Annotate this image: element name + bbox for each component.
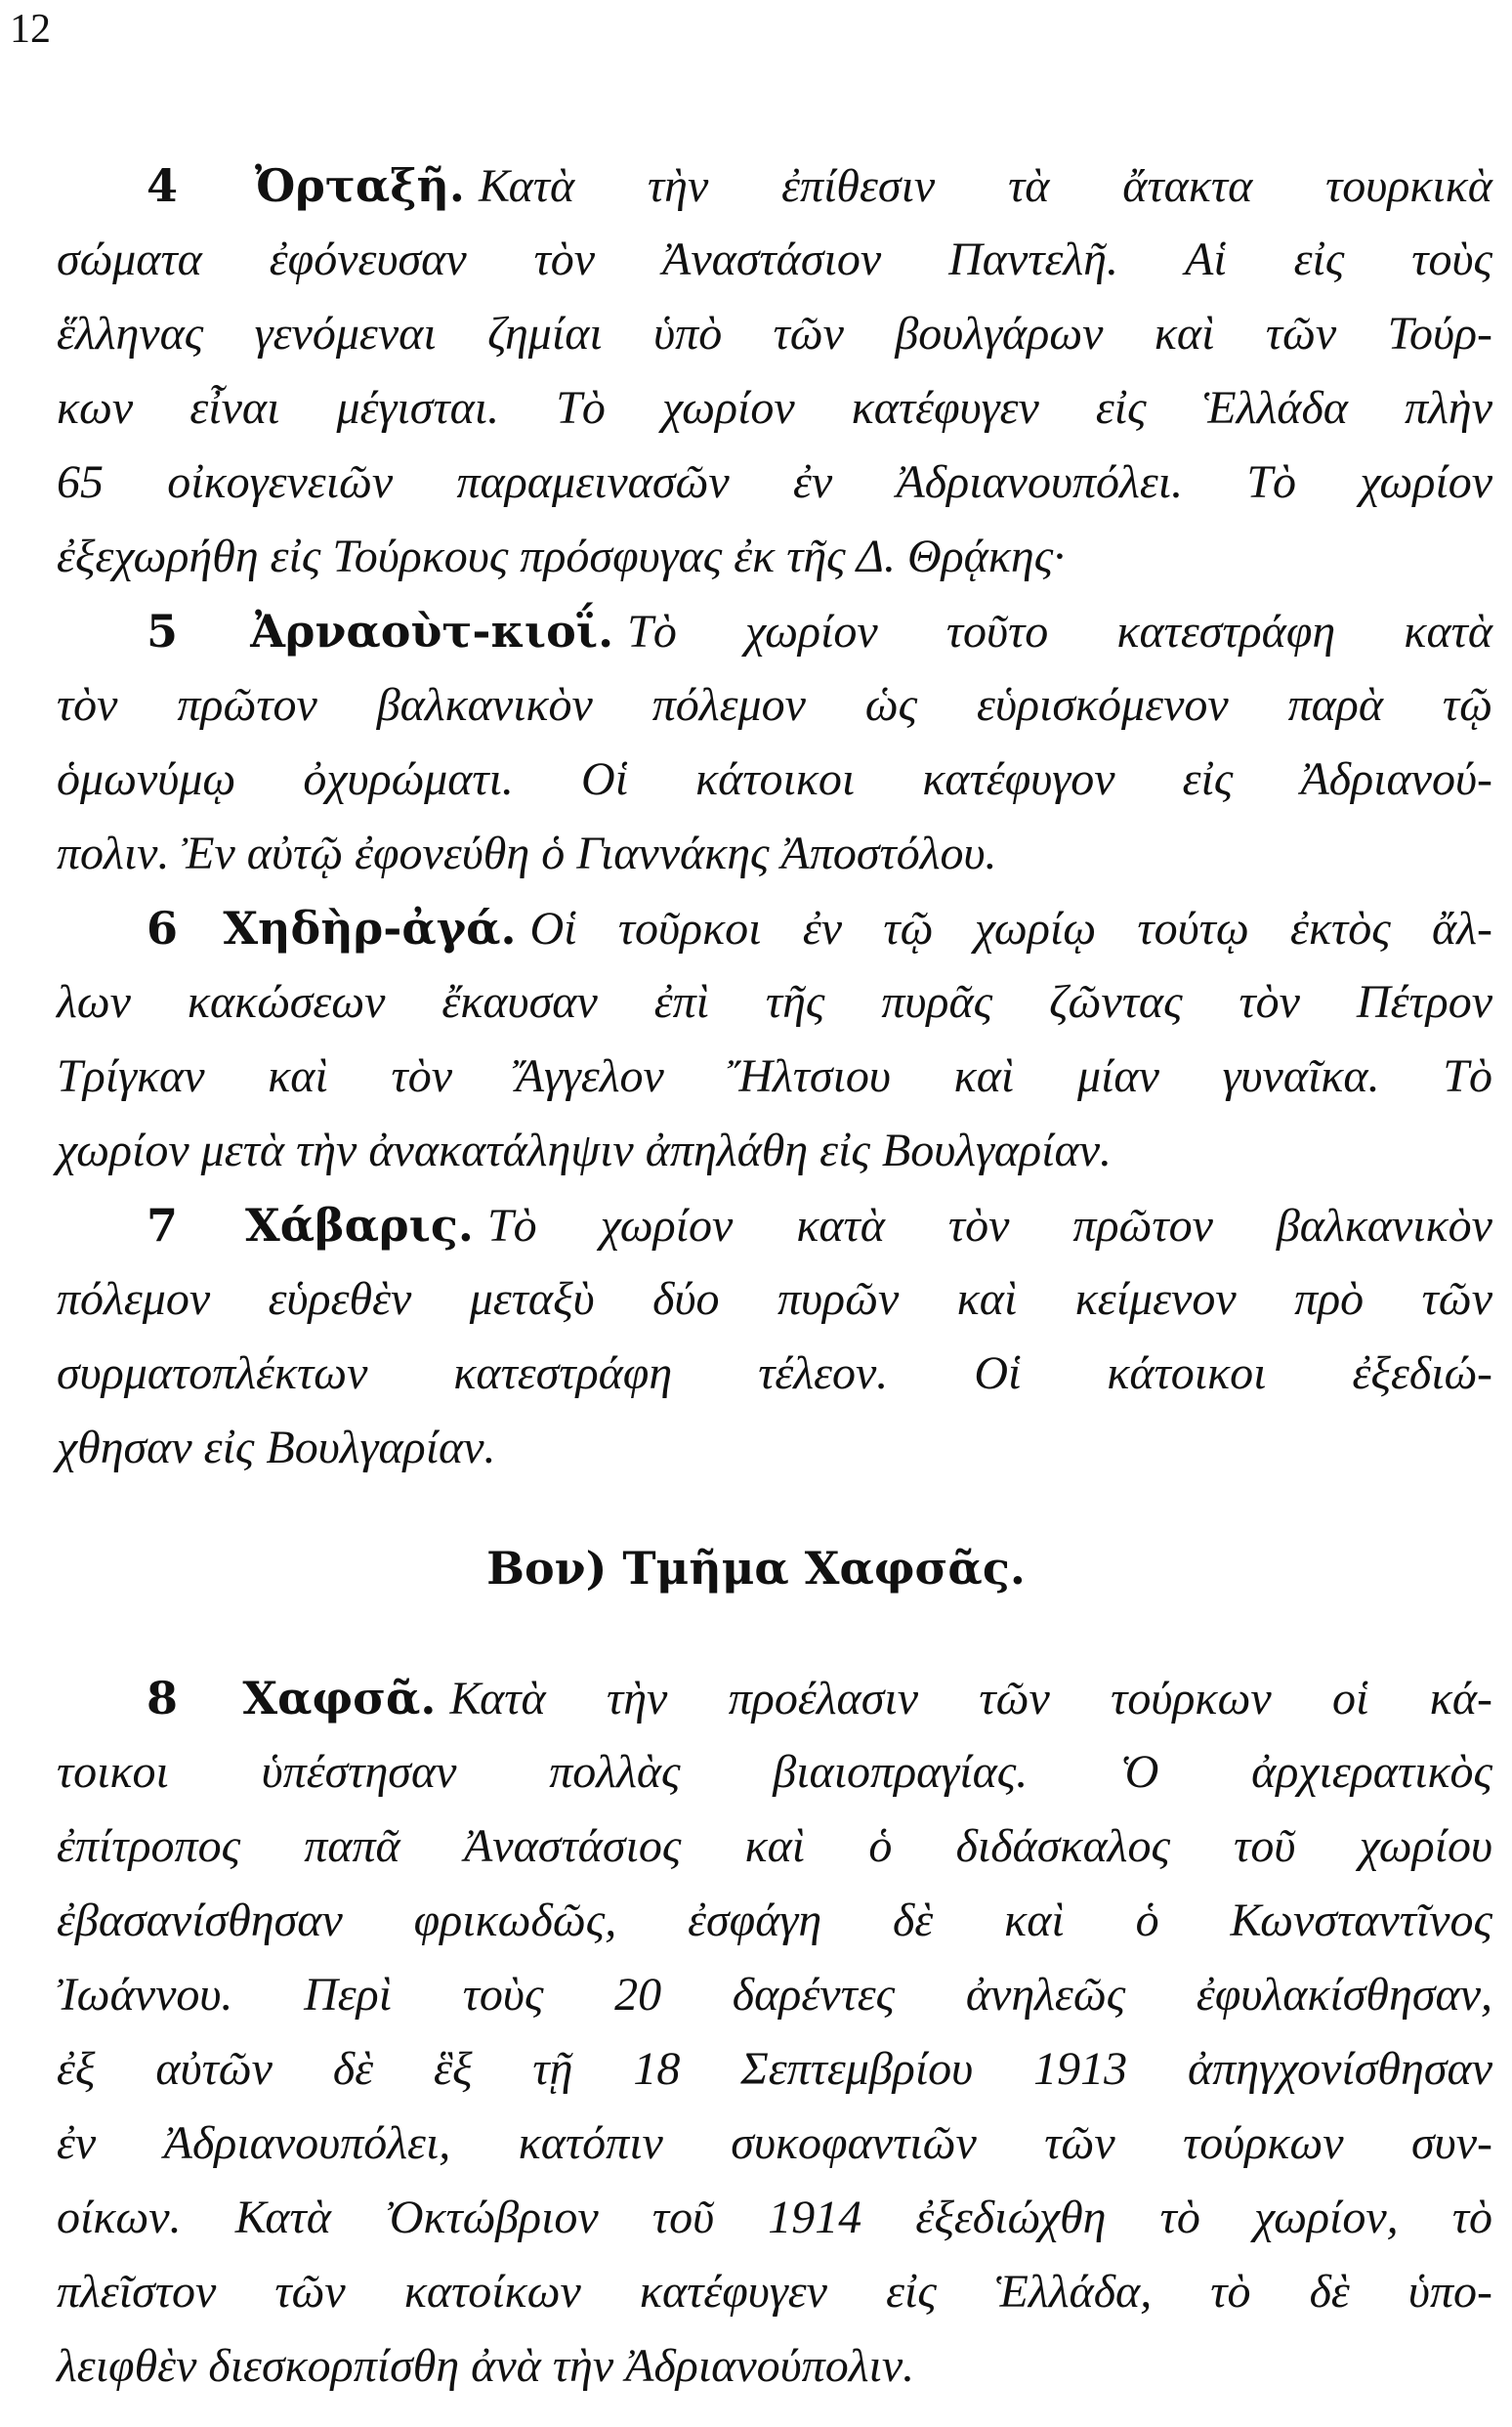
text-line: χθησαν εἰς Βουλγαρίαν.	[57, 1422, 496, 1473]
text-line: πολιν. Ἐν αὐτῷ ἐφονεύθη ὁ Γιαννάκης Ἀποστόλου.	[57, 828, 997, 879]
entry-5-text: Τὸ χωρίον τοῦτο κατεστράφη κατὰ	[627, 606, 1493, 658]
text-line: πλεῖστον τῶν κατοίκων κατέφυγεν εἰς Ἑλλάδα, τὸ δὲ ὑπο-	[57, 2266, 1492, 2318]
text-line: συρματοπλέκτων κατεστράφη τέλεον. Οἱ κάτοικοι ἐξεδιώ-	[57, 1347, 1492, 1399]
text-line: πόλεμον εὑρεθὲν μεταξὺ δύο πυρῶν καὶ κείμενον πρὸ τῶν	[57, 1273, 1492, 1325]
entry-4-heading: 4 Ὀρταξῆ.	[147, 159, 465, 212]
text-line: ἐξεχωρήθη εἰς Τούρκους πρόσφυγας ἐκ τῆς Δ. Θρᾴκης·	[57, 531, 1066, 582]
entry-4-line-1	[147, 156, 1492, 216]
entry-7-heading: 7 Χάβαρις.	[147, 1199, 474, 1252]
text-line: ἕλληνας γενόμεναι ζημίαι ὑπὸ τῶν βουλγάρων καὶ τῶν Τούρ-	[57, 308, 1492, 360]
entry-5-line-1	[147, 602, 1492, 661]
text-line: κων εἶναι μέγισται. Τὸ χωρίον κατέφυγεν εἰς Ἑλλάδα πλὴν	[57, 382, 1492, 434]
text-line: τοικοι ὑπέστησαν πολλὰς βιαιοπραγίας. Ὁ ἀρχιερατικὸς	[57, 1746, 1492, 1798]
text-line: ἐπίτροπος παπᾶ Ἀναστάσιος καὶ ὁ διδάσκαλος τοῦ χωρίου	[57, 1820, 1492, 1872]
text-line: οίκων. Κατὰ Ὀκτώβριον τοῦ 1914 ἐξεδιώχθη τὸ χωρίον, τὸ	[57, 2192, 1492, 2243]
text-line: ὁμωνύμῳ ὀχυρώματι. Οἱ κάτοικοι κατέφυγον εἰς Ἀδριανού-	[57, 753, 1492, 805]
entry-7-line-1	[147, 1196, 1492, 1256]
entry-4-text: Κατὰ τὴν ἐπίθεσιν τὰ ἄτακτα τουρκικὰ	[478, 160, 1492, 212]
page-number: 12	[10, 7, 51, 52]
text-line: λειφθὲν διεσκορπίσθη ἀνὰ τὴν Ἀδριανούπολιν.	[57, 2340, 915, 2392]
text-line: 65 οἰκογενειῶν παραμεινασῶν ἐν Ἀδριανουπόλει. Τὸ χωρίον	[57, 456, 1492, 508]
text-line: χωρίον μετὰ τὴν ἀνακατάληψιν ἀπηλάθη εἰς Βουλγαρίαν.	[57, 1125, 1112, 1176]
entry-8-line-1	[147, 1669, 1492, 1728]
entry-8-heading: 8 Χαφσᾶ.	[147, 1672, 437, 1724]
text-line: Τρίγκαν καὶ τὸν Ἄγγελον Ἤλτσιου καὶ μίαν γυναῖκα. Τὸ	[57, 1050, 1492, 1102]
text-line: ἐν Ἀδριανουπόλει, κατόπιν συκοφαντιῶν τῶν τούρκων συν-	[57, 2117, 1492, 2169]
text-line: ἐξ αὐτῶν δὲ ἓξ τῇ 18 Σεπτεμβρίου 1913 ἀπηγχονίσθησαν	[57, 2043, 1492, 2095]
entry-6-heading: 6 Χηδὴρ-ἀγά.	[147, 902, 517, 955]
entry-5-heading: 5 Ἀρναοὺτ-κιοΐ.	[147, 605, 614, 658]
entry-6-line-1	[147, 899, 1492, 958]
text-line: σώματα ἐφόνευσαν τὸν Ἀναστάσιον Παντελῆ. Αἱ εἰς τοὺς	[57, 234, 1492, 285]
entry-6-text: Οἱ τοῦρκοι ἐν τῷ χωρίῳ τούτῳ ἐκτὸς ἄλ-	[529, 903, 1492, 955]
text-line: ἐβασανίσθησαν φρικωδῶς, ἐσφάγη δὲ καὶ ὁ Κωνσταντῖνος	[57, 1895, 1492, 1946]
text-line: τὸν πρῶτον βαλκανικὸν πόλεμον ὡς εὑρισκόμενον παρὰ τῷ	[57, 679, 1492, 731]
text-line: Ἰωάννου. Περὶ τοὺς 20 δαρέντες ἀνηλεῶς ἐφυλακίσθησαν,	[57, 1969, 1492, 2021]
text-line: λων κακώσεων ἔκαυσαν ἐπὶ τῆς πυρᾶς ζῶντας τὸν Πέτρον	[57, 976, 1492, 1028]
section-heading: Βον) Τμῆμα Χαφσᾶς.	[486, 1542, 1026, 1595]
entry-8-text: Κατὰ τὴν προέλασιν τῶν τούρκων οἱ κά-	[449, 1673, 1492, 1724]
entry-7-text: Τὸ χωρίον κατὰ τὸν πρῶτον βαλκανικὸν	[486, 1200, 1492, 1252]
